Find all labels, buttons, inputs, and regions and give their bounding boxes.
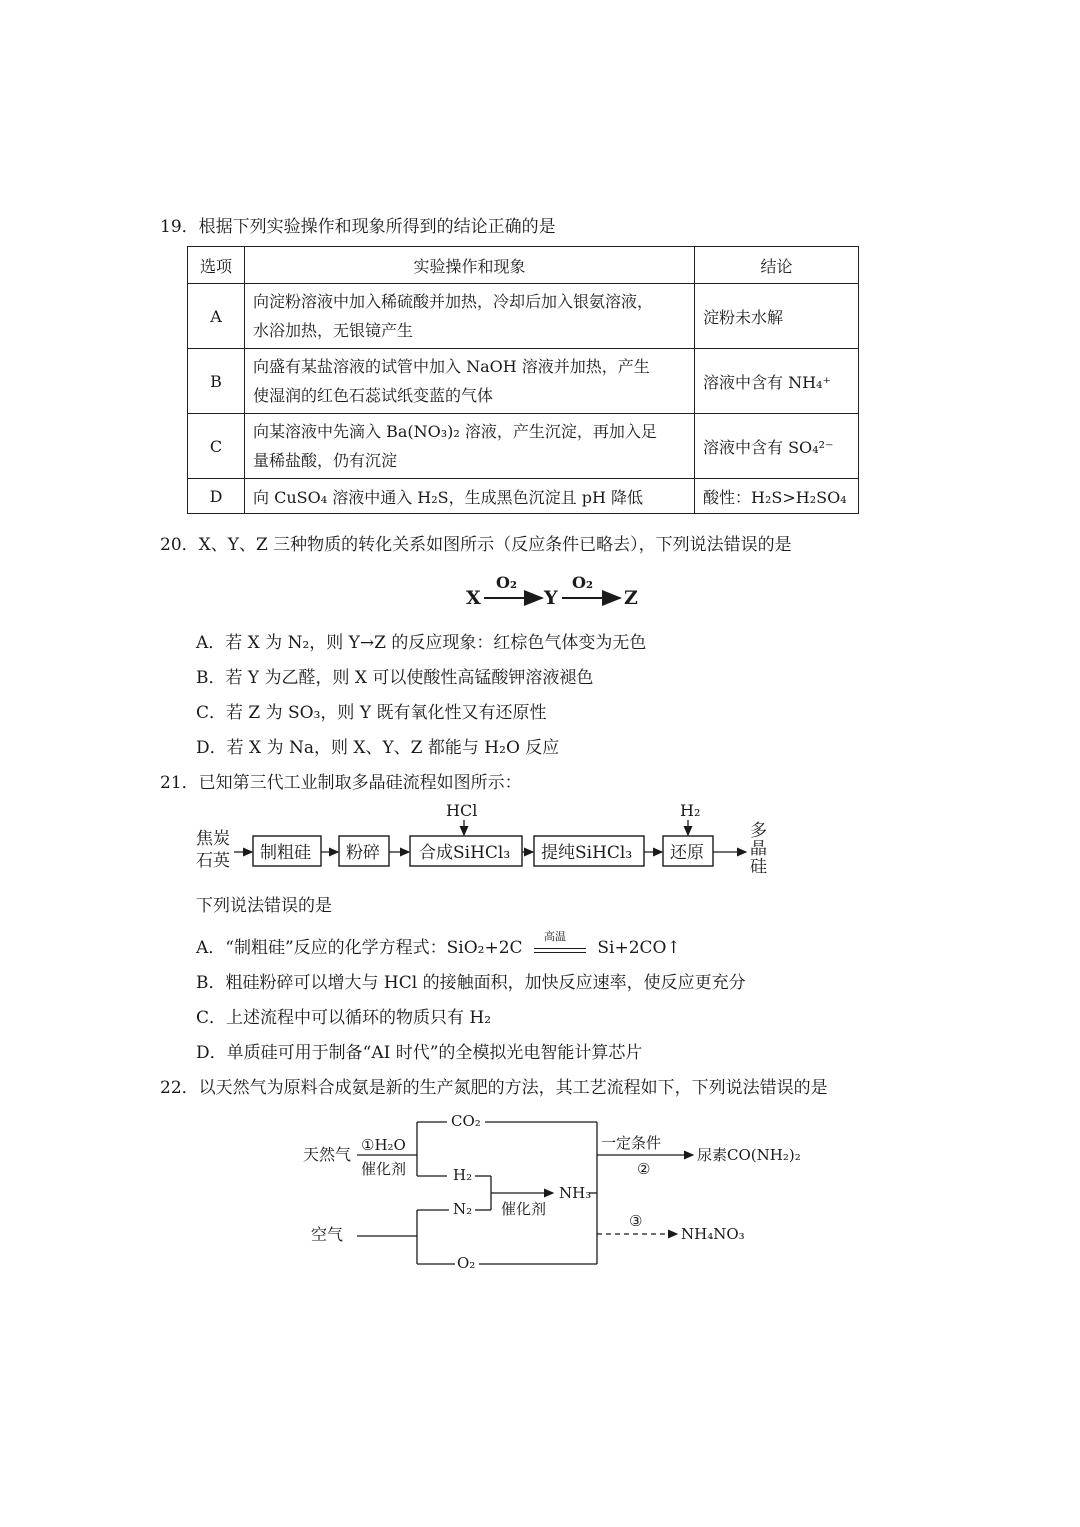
- box-label: 制粗硅: [260, 843, 311, 863]
- operation-line: 向淀粉溶液中加入稀硫酸并加热，冷却后加入银氨溶液，: [253, 292, 654, 311]
- table-row: [188, 414, 859, 479]
- header-operation: 实验操作和现象: [245, 247, 695, 284]
- nh3: NH₃: [559, 1184, 592, 1202]
- scheme-z: Z: [624, 587, 638, 609]
- table-row: [188, 479, 859, 514]
- q19-table: [187, 246, 859, 514]
- step-2: ②: [637, 1160, 651, 1178]
- row-conclusion: 溶液中含有 NH₄⁺: [695, 349, 859, 414]
- condition-high-temp: 高温: [543, 929, 566, 943]
- header-option: 选项: [188, 247, 245, 284]
- box-label: 提纯SiHCl₃: [541, 843, 633, 863]
- air: 空气: [311, 1225, 344, 1244]
- q21-flowchart: [190, 796, 790, 886]
- operation-line: 水浴加热，无银镜产生: [253, 321, 414, 340]
- operation-line: 向盛有某盐溶液的试管中加入 NaOH 溶液并加热，产生: [253, 357, 650, 376]
- scheme-x: X: [466, 587, 481, 609]
- header-conclusion: 结论: [695, 247, 859, 284]
- q20-stem: 20．X、Y、Z 三种物质的转化关系如图所示（反应条件已略去），下列说法错误的是: [160, 535, 792, 555]
- scheme-reagent-1: O₂: [496, 573, 517, 592]
- natural-gas: 天然气: [303, 1145, 352, 1164]
- o2: O₂: [457, 1254, 476, 1272]
- option-c: C．若 Z 为 SO₃，则 Y 既有氧化性又有还原性: [196, 703, 547, 723]
- option-a: A．若 X 为 N₂，则 Y→Z 的反应现象：红棕色气体变为无色: [196, 633, 647, 653]
- option-a: [196, 929, 681, 958]
- option-b: B．若 Y 为乙醛，则 X 可以使酸性高锰酸钾溶液褪色: [196, 668, 594, 688]
- box-label: 粉碎: [346, 843, 380, 863]
- reagent-h2: H₂: [680, 801, 701, 820]
- step1-catalyst: 催化剂: [361, 1160, 407, 1178]
- product-polysilicon: 多晶硅: [750, 821, 767, 877]
- row-conclusion: 酸性：H₂S>H₂SO₄: [695, 479, 859, 514]
- urea: 尿素CO(NH₂)₂: [697, 1146, 801, 1164]
- row-option: D: [188, 479, 245, 514]
- row-option: A: [188, 284, 245, 349]
- nh4no3: NH₄NO₃: [681, 1225, 745, 1243]
- h2: H₂: [453, 1166, 473, 1184]
- q22-flowchart: [295, 1104, 815, 1274]
- option-b: B．粗硅粉碎可以增大与 HCl 的接触面积，加快反应速率，使反应更充分: [196, 973, 746, 993]
- q20-scheme: [460, 568, 650, 612]
- box-label: 还原: [670, 843, 704, 863]
- option-a-text: A．“制粗硅”反应的化学方程式：SiO₂+2C: [196, 938, 523, 958]
- scheme-y: Y: [544, 587, 558, 609]
- table-row: [188, 349, 859, 414]
- option-d: D．若 X 为 Na，则 X、Y、Z 都能与 H₂O 反应: [196, 738, 560, 758]
- q21-stem: 21．已知第三代工业制取多晶硅流程如图所示：: [160, 773, 522, 793]
- option-c: C．上述流程中可以循环的物质只有 H₂: [196, 1008, 492, 1028]
- q22-stem: 22．以天然气为原料合成氨是新的生产氮肥的方法，其工艺流程如下，下列说法错误的是: [160, 1078, 828, 1098]
- row-operation: 向 CuSO₄ 溶液中通入 H₂S，生成黑色沉淀且 pH 降低: [245, 479, 695, 514]
- operation-line: 使湿润的红色石蕊试纸变蓝的气体: [253, 386, 494, 405]
- scheme-reagent-2: O₂: [572, 573, 593, 592]
- table-row: [188, 284, 859, 349]
- n2: N₂: [453, 1200, 473, 1218]
- row-operation: [245, 414, 695, 479]
- condition-2: 一定条件: [601, 1134, 662, 1152]
- input-coke: 焦炭: [196, 829, 230, 849]
- operation-line: 量稀盐酸，仍有沉淀: [253, 451, 398, 470]
- input-quartz: 石英: [196, 851, 230, 871]
- operation-line: 向某溶液中先滴入 Ba(NO₃)₂ 溶液，产生沉淀，再加入足: [253, 422, 657, 441]
- co2: CO₂: [451, 1112, 481, 1130]
- step-3: ③: [629, 1212, 643, 1230]
- q21-sub-stem: 下列说法错误的是: [196, 896, 332, 916]
- q19-stem: 19．根据下列实验操作和现象所得到的结论正确的是: [160, 217, 556, 237]
- row-option: C: [188, 414, 245, 479]
- option-a-rhs: Si+2CO↑: [597, 938, 681, 958]
- catalyst: 催化剂: [501, 1200, 547, 1218]
- reagent-hcl: HCl: [446, 801, 478, 820]
- equation-condition: [534, 929, 586, 958]
- option-d: D．单质硅可用于制备“AI 时代”的全模拟光电智能计算芯片: [196, 1043, 643, 1063]
- row-operation: [245, 349, 695, 414]
- row-conclusion: 淀粉未水解: [695, 284, 859, 349]
- row-operation: [245, 284, 695, 349]
- row-option: B: [188, 349, 245, 414]
- row-conclusion: 溶液中含有 SO₄²⁻: [695, 414, 859, 479]
- box-label: 合成SiHCl₃: [419, 843, 511, 863]
- step1-water: ①H₂O: [361, 1136, 406, 1154]
